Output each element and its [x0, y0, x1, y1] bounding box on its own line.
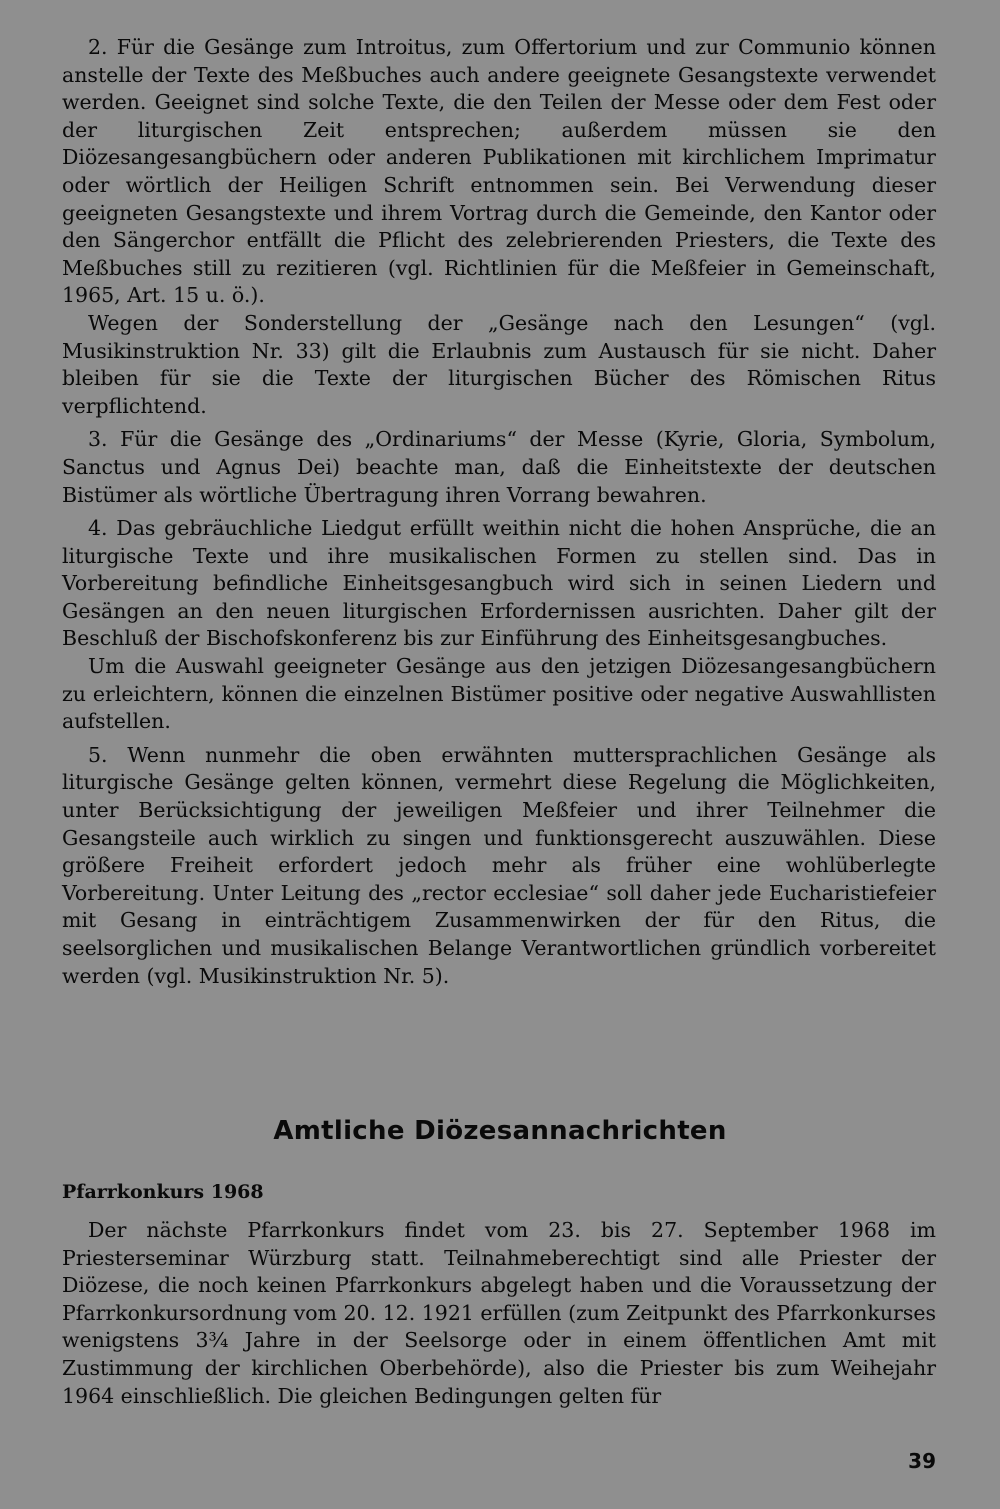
paragraph-selection-lists: Um die Auswahl geeigneter Gesänge aus den jetzigen Diözesangesangbüchern zu erleichtern, können die einzelnen Bistümer positive oder negative Auswahllisten aufstellen. — [62, 654, 936, 734]
top-text-block — [62, 34, 936, 990]
paragraph-special-position: Wegen der Sonderstellung der „Gesänge nach den Lesungen“ (vgl. Musikinstruktion Nr. 33) gilt die Erlaubnis zum Austausch für sie nicht. Daher bleiben für sie die Texte der liturgischen Bücher des Römischen Ritus verpflichtend. — [62, 310, 936, 418]
paragraph-item-3: 3. Für die Gesänge des „Ordinariums“ der Messe (Kyrie, Gloria, Symbolum, Sanctus und Agnus Dei) beachte man, daß die Einheitstexte der deutschen Bistümer als wörtliche Übertragung ihren Vorrang bewahren. — [62, 427, 936, 507]
paragraph-item-5: 5. Wenn nunmehr die oben erwähnten muttersprachlichen Gesänge als liturgische Gesänge gelten können, vermehrt diese Regelung die Möglichkeiten, unter Berücksichtigung der jeweiligen Meßfeier und ihrer Teilnehmer die Gesangsteile auch wirklich zu singen und funktionsgerecht auszuwählen. Diese größere Freiheit erfordert jedoch mehr als früher eine wohlüberlegte Vorbereitung. Unter Leitung des „rector ecclesiae“ soll daher jede Eucharistiefeier mit Gesang in einträchtigem Zusammenwirken der für den Ritus, die seelsorglichen und musikalischen Belange Verantwortlichen gründlich vorbereitet werden (vgl. Musikinstruktion Nr. 5). — [62, 742, 936, 988]
page-number: 39 — [908, 1449, 936, 1473]
paragraph-item-2: 2. Für die Gesänge zum Introitus, zum Offertorium und zur Communio können anstelle der Texte des Meßbuches auch andere geeignete Gesangstexte verwendet werden. Geeignet sind solche Texte, die den Teilen der Messe oder dem Fest oder der liturgischen Zeit entsprechen; außerdem müssen sie den Diözesangesangbüchern oder anderen Publikationen mit kirchlichem Imprimatur oder wörtlich der Heiligen Schrift entnommen sein. Bei Verwendung dieser geeigneten Gesangstexte und ihrem Vortrag durch die Gemeinde, den Kantor oder den Sängerchor entfällt die Pflicht des zelebrierenden Priesters, die Texte des Meßbuches still zu rezitieren (vgl. Richtlinien für die Meßfeier in Gemeinschaft, 1965, Art. 15 u. ö.). — [62, 35, 936, 308]
sub-heading: Pfarrkonkurs 1968 — [62, 1181, 264, 1203]
paragraph-pfarrkonkurs: Der nächste Pfarrkonkurs findet vom 23. bis 27. September 1968 im Priesterseminar Würzburg statt. Teilnahmeberechtigt sind alle Priester der Diözese, die noch keinen Pfarrkonkurs abgelegt haben und die Voraussetzung der Pfarrkonkursordnung vom 20. 12. 1921 erfüllen (zum Zeitpunkt des Pfarrkonkurses wenigstens 3¾ Jahre in der Seelsorge oder in einem öffentlichen Amt mit Zustimmung der kirchlichen Oberbehörde), also die Priester bis zum Weihejahr 1964 einschließlich. Die gleichen Bedingungen gelten für — [62, 1218, 937, 1408]
paragraph-item-4: 4. Das gebräuchliche Liedgut erfüllt weithin nicht die hohen Ansprüche, die an liturgische Texte und ihre musikalischen Formen zu stellen sind. Das in Vorbereitung befindliche Einheitsgesangbuch wird sich in seinen Liedern und Gesängen an den neuen liturgischen Erfordernissen ausrichten. Daher gilt der Beschluß der Bischofskonferenz bis zur Einführung des Einheitsgesangbuches. — [62, 516, 936, 651]
section-heading: Amtliche Diözesannachrichten — [273, 1116, 727, 1146]
bottom-text-block — [62, 1217, 936, 1410]
